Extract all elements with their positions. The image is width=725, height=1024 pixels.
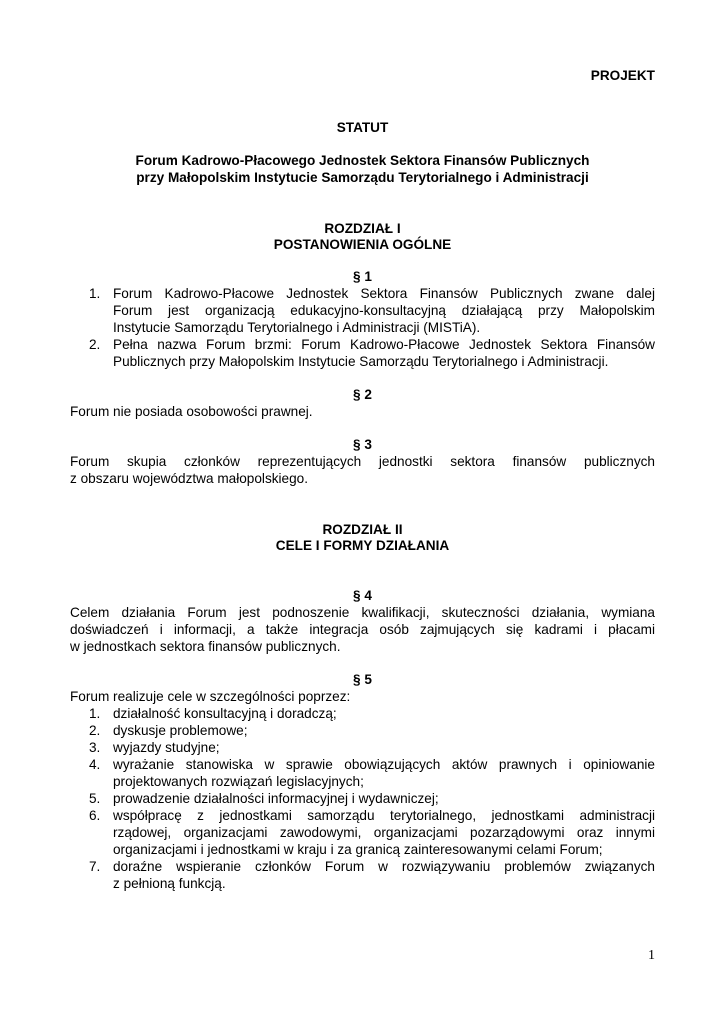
section-1-item-1-line-2: Forum jest organizacją edukacyjno-konsultacyjną działającą przy Małopolskim <box>113 303 655 318</box>
section-3-line-2: z obszaru województwa małopolskiego. <box>70 471 309 486</box>
section-1-item-1-number: 1. <box>89 286 101 301</box>
section-5-item-7-line-2: z pełnioną funkcją. <box>113 876 226 891</box>
section-1-item-2-line-2: Publicznych przy Małopolskim Instytucie Samorządu Terytorialnego i Administracji. <box>113 354 609 369</box>
section-5-item-3-line-1: wyjazdy studyjne; <box>113 740 220 755</box>
section-4-line-2: doświadczeń i informacji, a także integracja osób zajmujących się kadrami i płacami <box>70 622 655 637</box>
section-5-item-4-number: 4. <box>89 757 101 772</box>
section-5-item-1-line-1: działalność konsultacyjną i doradczą; <box>113 706 337 721</box>
section-5-item-7-line-1: doraźne wspieranie członków Forum w rozwiązywaniu problemów związanych <box>113 859 655 874</box>
section-4-line-1: Celem działania Forum jest podnoszenie kwalifikacji, skuteczności działania, wymiana <box>70 605 655 620</box>
section-5-item-3-number: 3. <box>89 740 101 755</box>
section-5-item-2-line-1: dyskusje problemowe; <box>113 723 248 738</box>
section-4-heading: § 4 <box>353 588 372 603</box>
section-5-item-6-number: 6. <box>89 808 101 823</box>
section-1-item-2-number: 2. <box>89 337 101 352</box>
section-5-item-6-line-2: rządowej, organizacjami zawodowymi, organizacjami pozarządowymi oraz innymi <box>113 825 655 840</box>
section-5-item-2-number: 2. <box>89 723 101 738</box>
document-title: STATUT <box>336 120 389 135</box>
section-4-line-3: w jednostkach sektora finansów publicznych. <box>70 639 341 654</box>
section-1-item-1-line-3: Instytucie Samorządu Terytorialnego i Administracji (MISTiA). <box>113 320 481 335</box>
subtitle-line-1: Forum Kadrowo-Płacowego Jednostek Sektora Finansów Publicznych <box>135 153 590 168</box>
section-2-text: Forum nie posiada osobowości prawnej. <box>70 404 313 419</box>
subtitle-line-2: przy Małopolskim Instytucie Samorządu Terytorialnego i Administracji <box>136 170 589 185</box>
projekt-label: PROJEKT <box>590 68 655 83</box>
section-1-heading: § 1 <box>353 269 372 284</box>
chapter-1-title: POSTANOWIENIA OGÓLNE <box>273 237 452 252</box>
section-3-line-1: Forum skupia członków reprezentujących jednostki sektora finansów publicznych <box>70 454 655 469</box>
section-5-item-7-number: 7. <box>89 859 101 874</box>
page-number: 1 <box>648 948 655 963</box>
chapter-2-label: ROZDZIAŁ II <box>322 522 403 537</box>
section-1-item-1-line-1: Forum Kadrowo-Płacowe Jednostek Sektora Finansów Publicznych zwane dalej <box>113 286 655 301</box>
chapter-2-title: CELE I FORMY DZIAŁANIA <box>275 538 450 553</box>
section-5-item-5-number: 5. <box>89 791 101 806</box>
section-5-item-5-line-1: prowadzenie działalności informacyjnej i wydawniczej; <box>113 791 439 806</box>
section-2-heading: § 2 <box>353 387 372 402</box>
section-3-heading: § 3 <box>353 437 372 452</box>
section-5-item-1-number: 1. <box>89 706 101 721</box>
section-1-item-2-line-1: Pełna nazwa Forum brzmi: Forum Kadrowo-Płacowe Jednostek Sektora Finansów <box>113 337 655 352</box>
section-5-heading: § 5 <box>353 672 372 687</box>
section-5-item-4-line-1: wyrażanie stanowiska w sprawie obowiązujących aktów prawnych i opiniowanie <box>113 757 655 772</box>
chapter-1-label: ROZDZIAŁ I <box>324 221 401 236</box>
section-5-intro: Forum realizuje cele w szczególności poprzez: <box>70 689 351 704</box>
section-5-item-6-line-1: współpracę z jednostkami samorządu terytorialnego, jednostkami administracji <box>113 808 655 823</box>
section-5-item-6-line-3: organizacjami i jednostkami w kraju i za granicą zainteresowanymi celami Forum; <box>113 842 603 857</box>
section-5-item-4-line-2: projektowanych rozwiązań legislacyjnych; <box>113 774 364 789</box>
